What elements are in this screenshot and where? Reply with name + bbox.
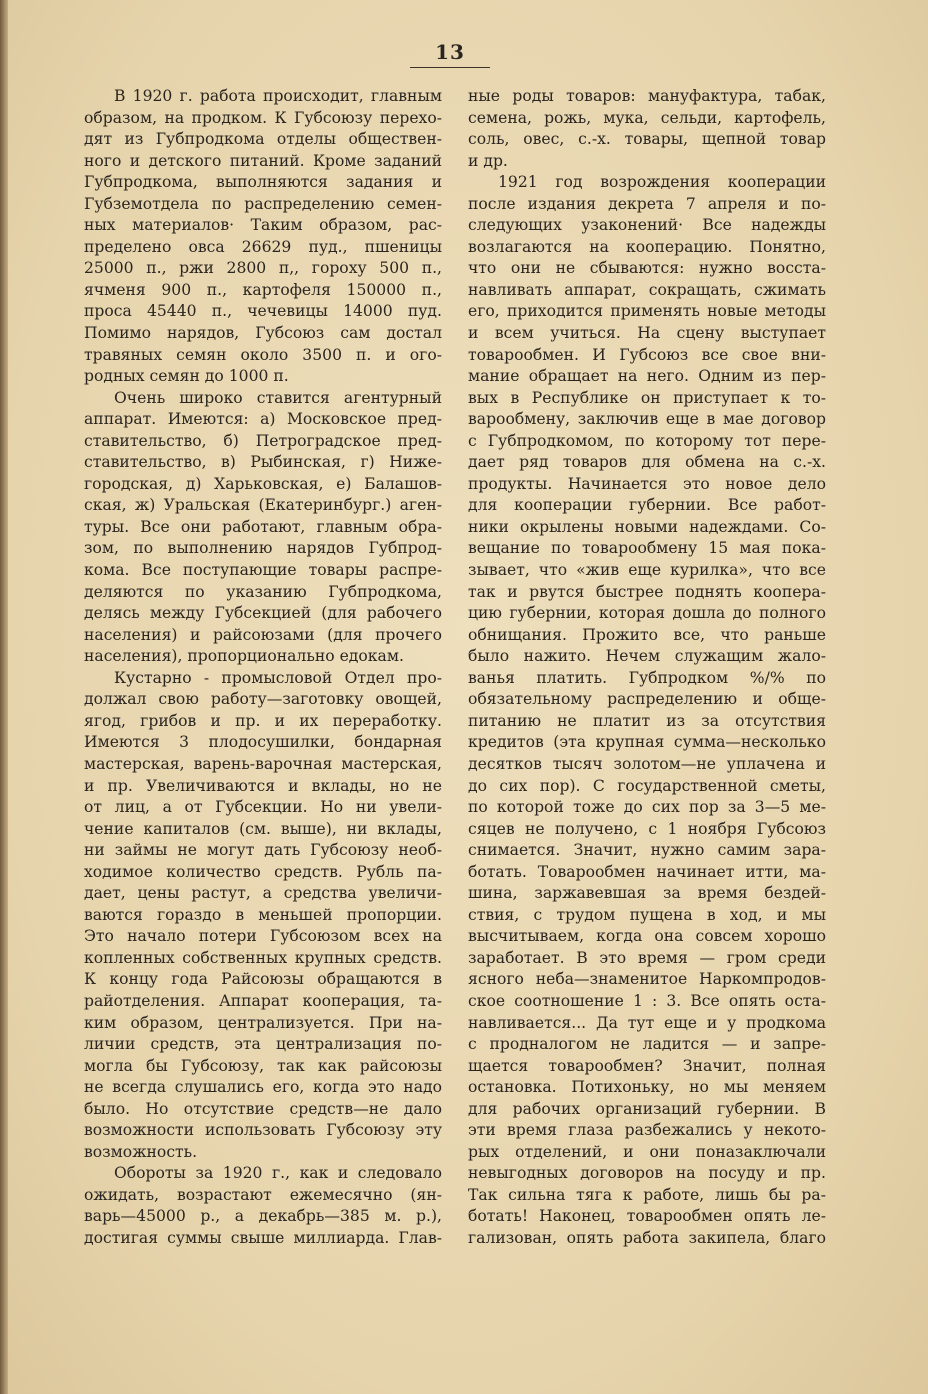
text-line: ставительство, в) Рыбинская, г) Ниже- <box>84 453 442 472</box>
text-line: В 1920 г. работа происходит, главным <box>114 87 442 105</box>
text-line: населения), пропорционально едокам. <box>84 647 404 666</box>
text-line: туры. Все они работают, главным обра- <box>84 517 442 536</box>
text-line: деляются по указанию Губпродкома, <box>84 582 442 601</box>
text-line: достигая суммы свыше миллиарда. Глав- <box>84 1228 442 1247</box>
text-line: населения) и райсоюзами (для прочего <box>84 625 442 644</box>
text-line: ское соотношение 1 : 3. Все опять оста- <box>468 991 826 1010</box>
text-line: вещание по товарообмену 15 мая пока- <box>468 539 826 558</box>
text-line: по которой тоже до сих пор за 3—5 ме- <box>468 798 826 817</box>
text-line: Кустарно - промысловой Отдел про- <box>114 668 442 687</box>
text-line: ного и детского питаний. Кроме заданий <box>84 151 442 170</box>
text-line: ни займы не могут дать Губсоюзу необ- <box>84 841 442 860</box>
text-line: зывает, что «жив еще курилка», что все <box>468 561 826 580</box>
text-line: навливать аппарат, сокращать, сжимать <box>468 280 826 299</box>
text-line: ники окрылены новыми надеждами. Со- <box>468 517 826 536</box>
text-line: невыгодных договоров на посуду и пр. <box>468 1164 826 1183</box>
text-line: дает ряд товаров для обмена на с.-х. <box>468 453 826 472</box>
text-line: обязательному распределению и обще- <box>468 690 826 709</box>
text-line: гализован, опять работа закипела, благо <box>468 1228 826 1247</box>
text-line: ожидать, возрастают ежемесячно (ян- <box>84 1185 442 1204</box>
text-line: и всем учиться. На сцену выступает <box>468 324 826 343</box>
text-line: делясь между Губсекцией (для рабочего <box>84 604 442 623</box>
text-line: семена, рожь, мука, сельди, картофель, <box>468 108 826 127</box>
left-text-column <box>84 86 442 1250</box>
text-line: ячменя 900 п., картофеля 150000 п., <box>84 280 442 299</box>
text-line: образом, на продком. К Губсоюзу перехо- <box>84 108 442 127</box>
text-line: райотделения. Аппарат кооперация, та- <box>84 991 442 1010</box>
text-line: ванья платить. Губпродком %/% по <box>468 668 826 687</box>
text-line: ставительство, б) Петроградское пред- <box>84 431 442 450</box>
text-line: остановка. Потихоньку, но мы меняем <box>468 1078 826 1097</box>
text-line: было. Но отсутствие средств—не дало <box>84 1099 442 1118</box>
text-line: высчитываем, когда она совсем хорошо <box>468 927 826 946</box>
text-line: копленных собственных крупных средств. <box>84 948 442 967</box>
text-line: мание обращает на него. Одним из пер- <box>468 367 826 386</box>
text-line: проса 45440 п., чечевицы 14000 пуд. <box>84 302 442 321</box>
text-line: ходимое количество средств. Рубль па- <box>84 862 442 881</box>
text-line: зом, по выполнению нарядов Губпрод- <box>84 539 442 558</box>
text-line: возможности использовать Губсоюзу эту <box>84 1121 442 1140</box>
right-text-column <box>468 86 826 1250</box>
text-line: кредитов (эта крупная сумма—несколько <box>468 733 826 752</box>
text-line: до сих пор). С государственной сметы, <box>468 776 826 795</box>
text-line: и пр. Увеличиваются и вклады, но не <box>84 776 442 795</box>
text-line: ваются гораздо в меньшей пропорции. <box>84 905 442 924</box>
text-line: 1921 год возрождения кооперации <box>498 173 826 192</box>
text-line: с продналогом не ладится — и запре- <box>468 1035 826 1054</box>
text-line: товарообмен. И Губсоюз все свое вни- <box>468 345 826 364</box>
text-line: К концу года Райсоюзы обращаются в <box>84 970 442 989</box>
text-line: с Губпродкомом, по которому тот пере- <box>468 431 826 450</box>
text-line: возлагаются на кооперацию. Понятно, <box>468 237 826 256</box>
text-line: сяцев не получено, с 1 ноября Губсоюз <box>468 819 826 838</box>
text-line: родных семян до 1000 п. <box>84 367 289 386</box>
text-line: ботать! Наконец, товарообмен опять ле- <box>468 1207 826 1226</box>
text-line: кома. Все поступающие товары распре- <box>84 561 442 580</box>
text-line: варь—45000 р., а декабрь—385 м. р.), <box>84 1207 442 1226</box>
text-line: Это начало потери Губсоюзом всех на <box>84 927 442 946</box>
text-line: ботать. Товарообмен начинает итти, ма- <box>468 862 826 881</box>
text-line: после издания декрета 7 апреля и по- <box>468 194 826 213</box>
text-line: для рабочих организаций губернии. В <box>468 1099 826 1118</box>
text-line: шина, заржавевшая за время бездей- <box>468 884 826 903</box>
text-line: было нажито. Нечем служащим жало- <box>468 647 826 666</box>
text-line: для кооперации губернии. Все работ- <box>468 496 826 515</box>
text-line: мастерская, варень-варочная мастерская, <box>84 754 442 773</box>
text-line: городская, д) Харьковская, е) Балашов- <box>84 474 442 493</box>
text-line: продукты. Начинается это новое дело <box>468 474 826 493</box>
text-line: обнищания. Прожито все, что раньше <box>468 625 826 644</box>
text-line: Губпродкома, выполняются задания и <box>84 173 442 192</box>
text-line: снимается. Значит, нужно самим зара- <box>468 841 826 860</box>
text-line: Обороты за 1920 г., как и следовало <box>114 1164 442 1183</box>
text-line: не всегда слушались его, когда это надо <box>84 1078 442 1097</box>
page-number: 13 <box>435 40 465 64</box>
text-line: ская, ж) Уральская (Екатеринбург.) аген- <box>84 496 442 515</box>
text-line: должал свою работу—заготовку овощей, <box>84 690 442 709</box>
text-line: от лиц, а от Губсекции. Но ни увели- <box>84 798 442 817</box>
text-line: аппарат. Имеются: а) Московское пред- <box>84 410 442 429</box>
text-line: могла бы Губсоюзу, так как райсоюзы <box>84 1056 442 1075</box>
text-line: следующих узаконений· Все надежды <box>468 216 826 235</box>
text-line: Очень широко ставится агентурный <box>114 388 442 407</box>
text-line: варообмену, заключив еще в мае договор <box>468 410 826 429</box>
text-line: заработает. В это время — гром среди <box>468 948 826 967</box>
text-line: вых в Республике он приступает к то- <box>468 388 826 407</box>
text-line: возможность. <box>84 1142 198 1161</box>
text-line: пределено овса 26629 пуд., пшеницы <box>84 237 442 256</box>
text-line: соль, овес, с.-х. товары, щепной товар <box>468 130 826 149</box>
text-line: ясного неба—знаменитое Наркомпродов- <box>468 970 826 989</box>
text-line: так и рвутся быстрее поднять коопера- <box>468 582 826 601</box>
text-line: рых отделений, и они поназаключали <box>468 1142 826 1161</box>
text-line: цию губернии, которая дошла до полного <box>468 604 826 623</box>
text-line: Так сильна тяга к работе, лишь бы ра- <box>468 1185 826 1204</box>
text-line: десятков тысяч золотом—не уплачена и <box>468 754 826 773</box>
text-line: Губземотдела по распределению семен- <box>84 194 442 213</box>
text-line: дает, цены растут, а средства увеличи- <box>84 884 442 903</box>
text-line: навливается... Да тут еще и у продкома <box>468 1013 826 1032</box>
text-line: его, приходится применять новые методы <box>468 302 826 321</box>
page-binding-edge <box>0 0 8 1394</box>
text-line: ствия, с трудом пущена в ход, и мы <box>468 905 826 924</box>
text-line: чение капиталов (см. выше), ни вклады, <box>84 819 442 838</box>
text-line: что они не сбываются: нужно восста- <box>468 259 826 278</box>
text-line: дят из Губпродкома отделы обществен- <box>84 130 442 149</box>
text-line: ные роды товаров: мануфактура, табак, <box>468 87 826 105</box>
text-line: 25000 п., ржи 2800 п,, гороху 500 п., <box>84 259 442 278</box>
text-line: щается товарообмен? Значит, полная <box>468 1056 826 1075</box>
text-line: эти время глаза разбежались у некото- <box>468 1121 826 1140</box>
text-line: Имеются 3 плодосушилки, бондарная <box>84 733 442 752</box>
text-line: питанию не платит из за отсутствия <box>468 711 826 730</box>
page-number-rule <box>410 67 490 68</box>
text-line: Помимо нарядов, Губсоюз сам достал <box>84 324 442 343</box>
text-line: и др. <box>468 151 508 170</box>
text-line: ким образом, централизуется. При на- <box>84 1013 442 1032</box>
text-line: личии средств, эта централизация по- <box>84 1035 442 1054</box>
text-line: ягод, грибов и пр. и их переработку. <box>84 711 442 730</box>
text-line: травяных семян около 3500 п. и ого- <box>84 345 442 364</box>
text-line: ных материалов· Таким образом, рас- <box>84 216 442 235</box>
